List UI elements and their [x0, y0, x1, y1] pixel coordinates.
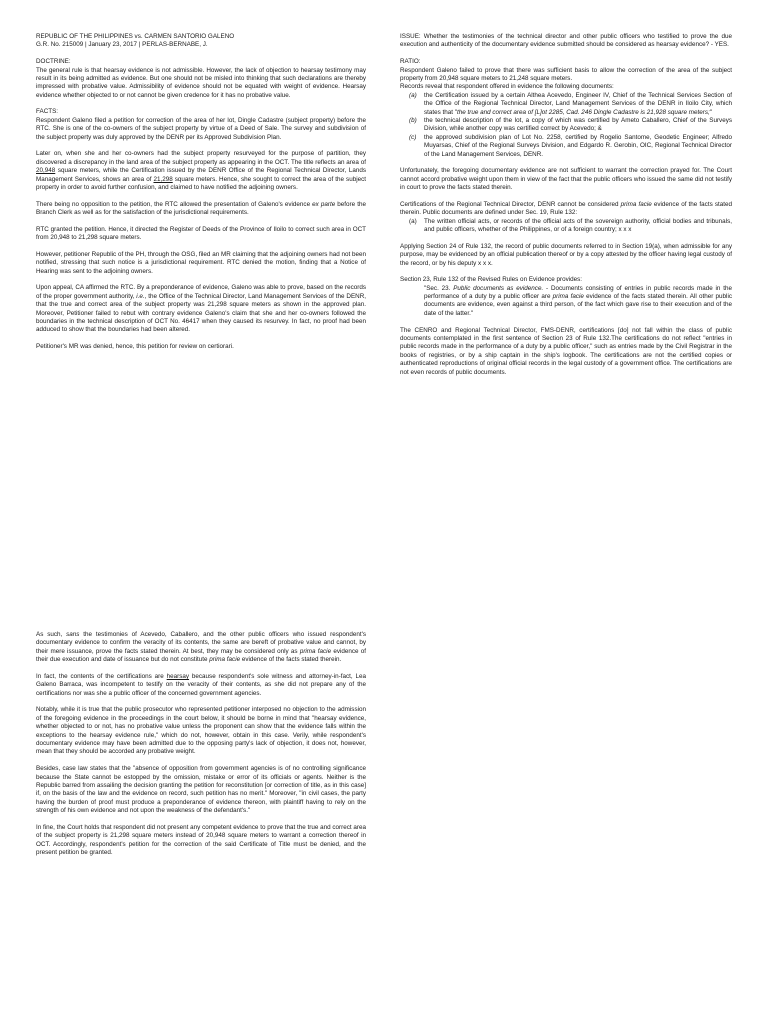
list-item: [400, 134, 732, 159]
ratio-paragraph-3: Unfortunately, the foregoing documentary evidence are not sufficient to warrant the correction prayed for. The Court cannot accord probative weight upon them in view of the fact that the public officers who issued the same did not testify in court to prove the facts stated therein.: [400, 167, 732, 192]
list-text-tail: ": [709, 108, 713, 116]
list-item: [400, 218, 732, 235]
ratio-label: RATIO:: [400, 58, 421, 66]
italic-term: i.e.: [136, 292, 145, 300]
text-run: Later on, when she and her co-owners had the subject property resurveyed for the purpose of partition, they discovered a discrepancy in the land area of the subject property as appearing in the OCT. The title reflects an area of: [36, 150, 366, 166]
ratio-paragraph-4: [400, 201, 732, 218]
ratio-paragraph-7: The CENRO and Regional Technical Director, FMS-DENR, certifications [do] not fall within the class of public documents contemplated in the first sentence of Section 23 of Rule 132.The certifications do not reflect "entries in public records made in the performance of a duty by a public officer," such as entries made by the Civil Registrar in the books of registries, or by a ship captain in the ship's logbook. The certifications are not the certified copies or authenticated reproductions of original official records in the legal custody of a government office. The certifications are not even records of public documents.: [400, 326, 732, 376]
list-marker: (c): [409, 133, 417, 141]
italic-term: prima facie: [209, 656, 241, 664]
doctrine-label: DOCTRINE:: [36, 58, 71, 66]
text-run: square meters. Hence, she sought to correct the area of the subject property in order to avoid further confusion, and claimed to have notified the adjoining owners.: [36, 175, 367, 191]
left-column: [36, 33, 366, 360]
ratio-paragraph-2: Records reveal that respondent offered in evidence the following documents:: [400, 83, 614, 91]
case-citation: G.R. No. 215009 | January 23, 2017 | PERLAS-BERNABE, J.: [36, 41, 208, 49]
facts-paragraph-3: [36, 201, 366, 218]
italic-term: prima facie: [620, 200, 652, 208]
facts-paragraph-6: [36, 284, 366, 334]
ratio-paragraph-5: Applying Section 24 of Rule 132, the record of public documents referred to in Section 19(a), when admissible for any purpose, may be evidenced by an official publication thereof or by a copy attested by the officer having legal custody of the record, or by his deputy x x x.: [400, 242, 732, 267]
text-run: , the Office of the Technical Director, Land Management Services of the DENR, that the true and correct area of the subject property was 21,298 square meters as shown in the approved plan. Moreover, Petitioner failed to rebut with contrary evidence Galeno's claim that she and her co-owners followed the boundaries in the technical description of OCT No. 46417 when they caused its resurvey. In fact, no proof had been adduced to show that the boundaries had been altered.: [36, 292, 367, 334]
text-run: There being no opposition to the petition, the RTC allowed the presentation of Galeno's evidence: [36, 200, 313, 208]
text-run: - Documents consisting of entries in public records made in the performance of a duty by a public officer are: [424, 284, 732, 301]
italic-term: prima facie: [552, 293, 584, 301]
list-marker: (a): [409, 91, 417, 99]
continuation-paragraph-5: In fine, the Court holds that respondent did not present any competent evidence to prove that the true and correct area of the subject property is 21,298 square meters instead of 20,948 square meters to warrant a correction thereof in OCT. Accordingly, respondent's petition for the correction of the said Certificate of Title must be denied, and the present petition be granted.: [36, 823, 366, 857]
text-run: because respondent's sole witness and attorney-in-fact, Lea Galeno Barraca, was incompetent to testify on the veracity of their contents, as she did not prepare any of the certifications nor was she a public officer of the concerned government agencies.: [36, 672, 366, 697]
list-item: [400, 92, 732, 117]
list-item: [400, 117, 732, 134]
issue-text: ISSUE: Whether the testimonies of the technical director and other public officers who testified to prove the due execution and authenticity of the documentary evidence submitted should be considered as hearsay evidence? - YES.: [400, 33, 732, 49]
facts-paragraph-2: [36, 150, 366, 192]
list-marker: (a): [409, 217, 417, 225]
continuation-paragraph-4: Besides, case law states that the "absence of opposition from government agencies is of no controlling significance because the State cannot be estopped by the omission, mistake or error of its officials or agents. Neither is the Republic barred from assailing the decision granting the petition for reconstitution [or correction of title, as in this case] if, on the basis of the law and the evidence on record, such petition has no merit." Moreover, "in civil cases, the party having the burden of proof must produce a preponderance of evidence thereon, with plaintiff having to rely on the strength of his own evidence and not upon the weakness of the defendant's.": [36, 765, 366, 815]
facts-paragraph-4: RTC granted the petition. Hence, it directed the Register of Deeds of the Province of Iloilo to correct such area in OCT from 20,948 to 21,298 square meters.: [36, 225, 366, 242]
ratio-paragraph-1: Respondent Galeno failed to prove that there was sufficient basis to allow the correction of the area of the subject property from 20,948 square meters to 21,248 square meters.: [400, 66, 732, 82]
documents-list: [400, 92, 732, 159]
text-run: In fact, the contents of the certifications are: [36, 672, 167, 680]
text-run: evidence of the facts stated therein. Public documents are defined under Sec. 19, Rule 132:: [400, 200, 733, 217]
italic-term: sans: [66, 631, 80, 638]
list-text: The written official acts, or records of the official acts of the sovereign authority, official bodies and tribunals, and public officers, whether of the Philippines, or of a foreign country; x x x: [424, 217, 732, 234]
text-run: evidence of the facts stated therein.: [240, 656, 342, 664]
list-text: the Certification issued by a certain Althea Acevedo, Engineer IV, Chief of the Technical Services Section of the Office of the Regional Technical Director, Land Management Services of the DENR in Iloilo City, which states that ": [424, 91, 732, 116]
right-column: [400, 33, 732, 385]
text-run: evidence of their due execution and date of issuance but do not constitute: [36, 647, 366, 664]
underlined-term: hearsay: [166, 672, 190, 680]
rule-list: [400, 218, 732, 235]
underlined-area-oct: 20,948: [36, 167, 56, 175]
continuation-column: [36, 631, 366, 866]
italic-term: prima facie: [299, 647, 332, 655]
continuation-paragraph-2: [36, 673, 366, 698]
text-run: As such,: [36, 631, 67, 638]
continuation-paragraph-3: Notably, while it is true that the public prosecutor who represented petitioner interposed no objection to the admission of the foregoing evidence in the proceedings in the court below, it should be borne in mind that "hearsay evidence, whether objected to or not, has no probative value unless the proponent can show that the evidence falls within the exceptions to the hearsay evidence rule," which do not, however, obtain in this case. Verily, while respondent's documentary evidence may have been admitted due to the opposing party's lack of objection, it does not, however, mean that they should be accorded any probative weight.: [36, 706, 366, 756]
list-text: the technical description of the lot, a copy of which was certified by Ameto Caballero, Chief of the Surveys Division, while another copy was certified correct by Acevedo; &: [424, 116, 732, 133]
italic-term: ex parte: [312, 200, 336, 208]
text-run: evidence of the facts stated therein. All other public documents are evidence, even against a third person, of the fact which gave rise to their execution and of the date of the latter.": [424, 293, 732, 317]
text-run: the testimonies of Acevedo, Caballero, and the other public officers who issued respondent's documentary evidence to confirm the veracity of its contents, the same are bereft of probative value and cannot, by their mere issuance, prove the facts stated therein. At best, they may be considered only as: [36, 631, 366, 655]
facts-paragraph-1: Respondent Galeno filed a petition for correction of the area of her lot, Dingle Cadastre (subject property) before the RTC. She is one of the co-owners of the subject property by virtue of a Deed of Sale. The survey and subdivision of the subject property was duly approved by the DENR per its Approved Subdivision Plan.: [36, 116, 366, 141]
rule-quote: [424, 285, 732, 319]
text-run: square meters, while the Certification issued by the DENR Office of the Regional Technical Director, Lands Management Services, shows an area of: [36, 167, 366, 183]
facts-paragraph-7: Petitioner's MR was denied, hence, this petition for review on certiorari.: [36, 343, 234, 351]
text-run: Certifications of the Regional Technical Director, DENR cannot be considered: [400, 200, 621, 208]
text-run: Upon appeal, CA affirmed the RTC. By a preponderance of evidence, Galeno was able to prove, based on the records of the proper government authority,: [36, 284, 366, 300]
underlined-area-denr: 21,298: [153, 175, 173, 183]
case-title: REPUBLIC OF THE PHILIPPINES vs. CARMEN SANTORIO GALENO: [36, 33, 235, 40]
text-run: before the Branch Clerk as well as for the satisfaction of the jurisdictional requirements.: [36, 200, 366, 217]
quoted-text: the true and correct area of [L]ot 2285, Cad. 246 Dingle Cadastre is 21,928 square meters;: [457, 108, 710, 116]
list-text: the approved subdivision plan of Lot No. 2258, certified by Rogelio Santome, Geodetic Engineer; Alfredo Muyarsas, Chief of the Regional Surveys Division, and Edgardo R. Gerobin, OIC, Regional Technical Director of the Land Management Services, DENR.: [424, 133, 732, 158]
ratio-paragraph-6: Section 23, Rule 132 of the Revised Rules on Evidence provides:: [400, 276, 583, 284]
facts-label: FACTS:: [36, 108, 59, 116]
continuation-paragraph-1: [36, 631, 366, 665]
italic-term: Public documents as evidence.: [453, 284, 544, 292]
facts-paragraph-5: However, petitioner Republic of the PH, through the OSG, filed an MR claiming that the adjoining owners had not been notified, stressing that such notice is a jurisdictional requirement. RTC denied the motion, finding that a Notice of Hearing was sent to the adjoining owners.: [36, 250, 366, 275]
doctrine-text: The general rule is that hearsay evidence is not admissible. However, the lack of objection to hearsay testimony may result in its being admitted as evidence. But one should not be misled into thinking that such declarations are thereby impressed with probative value. Admissibility of evidence should not be equated with weight of evidence. Hearsay evidence whether objected to or not cannot be given credence for it has no probative value.: [36, 66, 366, 99]
list-marker: (b): [409, 116, 417, 124]
text-run: "Sec. 23.: [424, 284, 454, 292]
